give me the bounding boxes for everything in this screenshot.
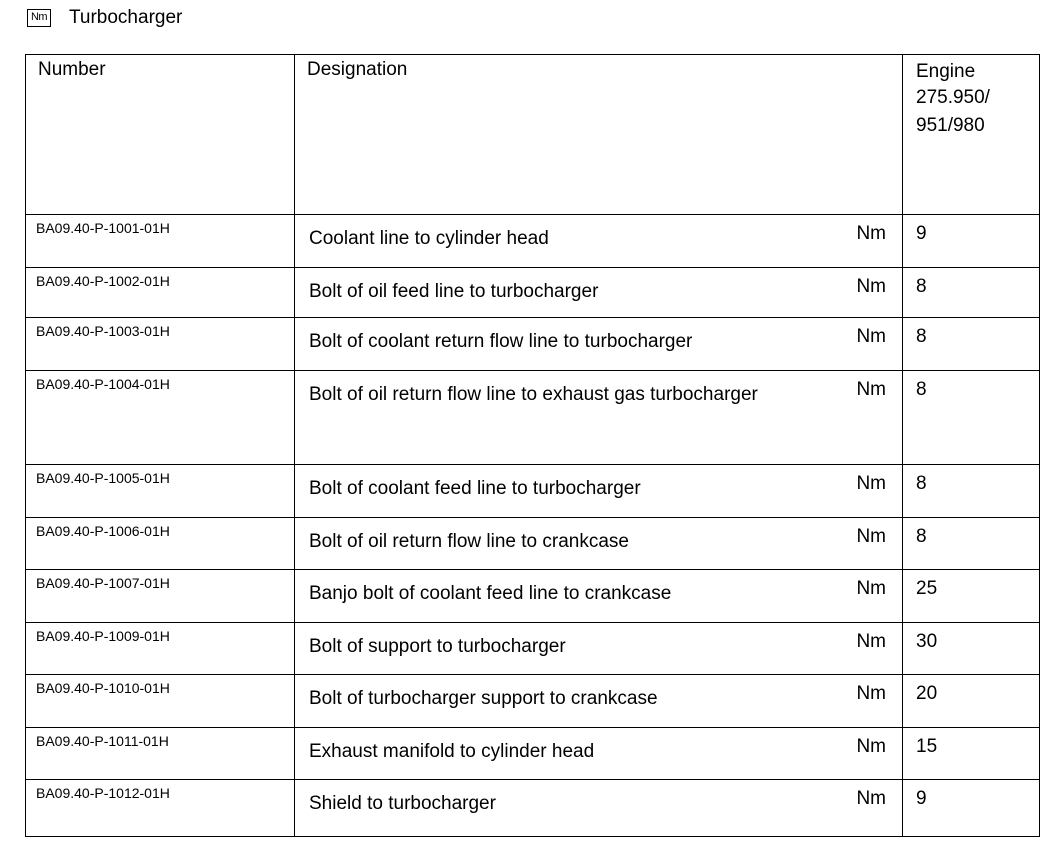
row-designation [295, 215, 903, 268]
torque-value: 8 [903, 268, 1040, 318]
column-header-number: Number [26, 55, 295, 215]
row-designation [295, 465, 903, 518]
row-designation [295, 371, 903, 465]
torque-value: 15 [903, 728, 1040, 780]
column-header-designation: Designation [295, 55, 903, 215]
row-number: BA09.40-P-1006-01H [26, 518, 295, 570]
row-designation [295, 268, 903, 318]
row-number: BA09.40-P-1007-01H [26, 570, 295, 623]
table-row [26, 728, 1040, 780]
designation-text: Bolt of coolant return flow line to turbocharger [309, 331, 693, 352]
designation-text: Bolt of turbocharger support to crankcase [309, 688, 658, 709]
row-designation [295, 623, 903, 675]
row-number: BA09.40-P-1003-01H [26, 318, 295, 371]
torque-value: 8 [903, 518, 1040, 570]
torque-value: 25 [903, 570, 1040, 623]
unit-label: Nm [856, 379, 886, 400]
row-number: BA09.40-P-1011-01H [26, 728, 295, 780]
unit-label: Nm [856, 526, 886, 547]
engine-models-line-2: 951/980 [916, 115, 985, 136]
table-row [26, 268, 1040, 318]
designation-text: Banjo bolt of coolant feed line to crankcase [309, 583, 672, 604]
row-designation [295, 518, 903, 570]
document-header [27, 6, 182, 30]
row-designation [295, 675, 903, 728]
row-designation [295, 728, 903, 780]
table-row [26, 465, 1040, 518]
designation-text: Bolt of support to turbocharger [309, 636, 566, 657]
unit-label: Nm [856, 683, 886, 704]
table-header-row [26, 55, 1040, 215]
torque-value: 8 [903, 318, 1040, 371]
designation-text: Coolant line to cylinder head [309, 228, 549, 249]
row-number: BA09.40-P-1002-01H [26, 268, 295, 318]
torque-value: 9 [903, 780, 1040, 837]
torque-value: 20 [903, 675, 1040, 728]
engine-models-line-1: 275.950/ [916, 87, 990, 108]
unit-label: Nm [856, 631, 886, 652]
column-header-engine [903, 55, 1040, 215]
row-number: BA09.40-P-1012-01H [26, 780, 295, 837]
unit-label: Nm [856, 736, 886, 757]
designation-text: Bolt of oil return flow line to crankcase [309, 531, 629, 552]
designation-text: Exhaust manifold to cylinder head [309, 741, 595, 762]
table-row [26, 318, 1040, 371]
row-number: BA09.40-P-1009-01H [26, 623, 295, 675]
row-number: BA09.40-P-1004-01H [26, 371, 295, 465]
table-row [26, 215, 1040, 268]
torque-value: 8 [903, 465, 1040, 518]
unit-label: Nm [856, 276, 886, 297]
engine-label: Engine [916, 61, 976, 82]
unit-label: Nm [856, 326, 886, 347]
row-designation [295, 780, 903, 837]
unit-label: Nm [856, 788, 886, 809]
unit-label: Nm [856, 578, 886, 599]
row-designation [295, 318, 903, 371]
torque-value: 30 [903, 623, 1040, 675]
page-title: Turbocharger [69, 7, 183, 28]
table-row [26, 780, 1040, 837]
row-designation [295, 570, 903, 623]
designation-text: Bolt of oil return flow line to exhaust gas turbocharger [309, 384, 758, 405]
table-row [26, 623, 1040, 675]
row-number: BA09.40-P-1005-01H [26, 465, 295, 518]
row-number: BA09.40-P-1010-01H [26, 675, 295, 728]
row-number: BA09.40-P-1001-01H [26, 215, 295, 268]
unit-label: Nm [856, 223, 886, 244]
table-row [26, 518, 1040, 570]
table-row [26, 570, 1040, 623]
designation-text: Bolt of coolant feed line to turbocharger [309, 478, 641, 499]
torque-table [25, 54, 1040, 837]
designation-text: Shield to turbocharger [309, 793, 496, 814]
torque-value: 9 [903, 215, 1040, 268]
torque-icon: Nm [27, 9, 51, 27]
table-row [26, 371, 1040, 465]
torque-value: 8 [903, 371, 1040, 465]
unit-label: Nm [856, 473, 886, 494]
table-row [26, 675, 1040, 728]
designation-text: Bolt of oil feed line to turbocharger [309, 281, 599, 302]
